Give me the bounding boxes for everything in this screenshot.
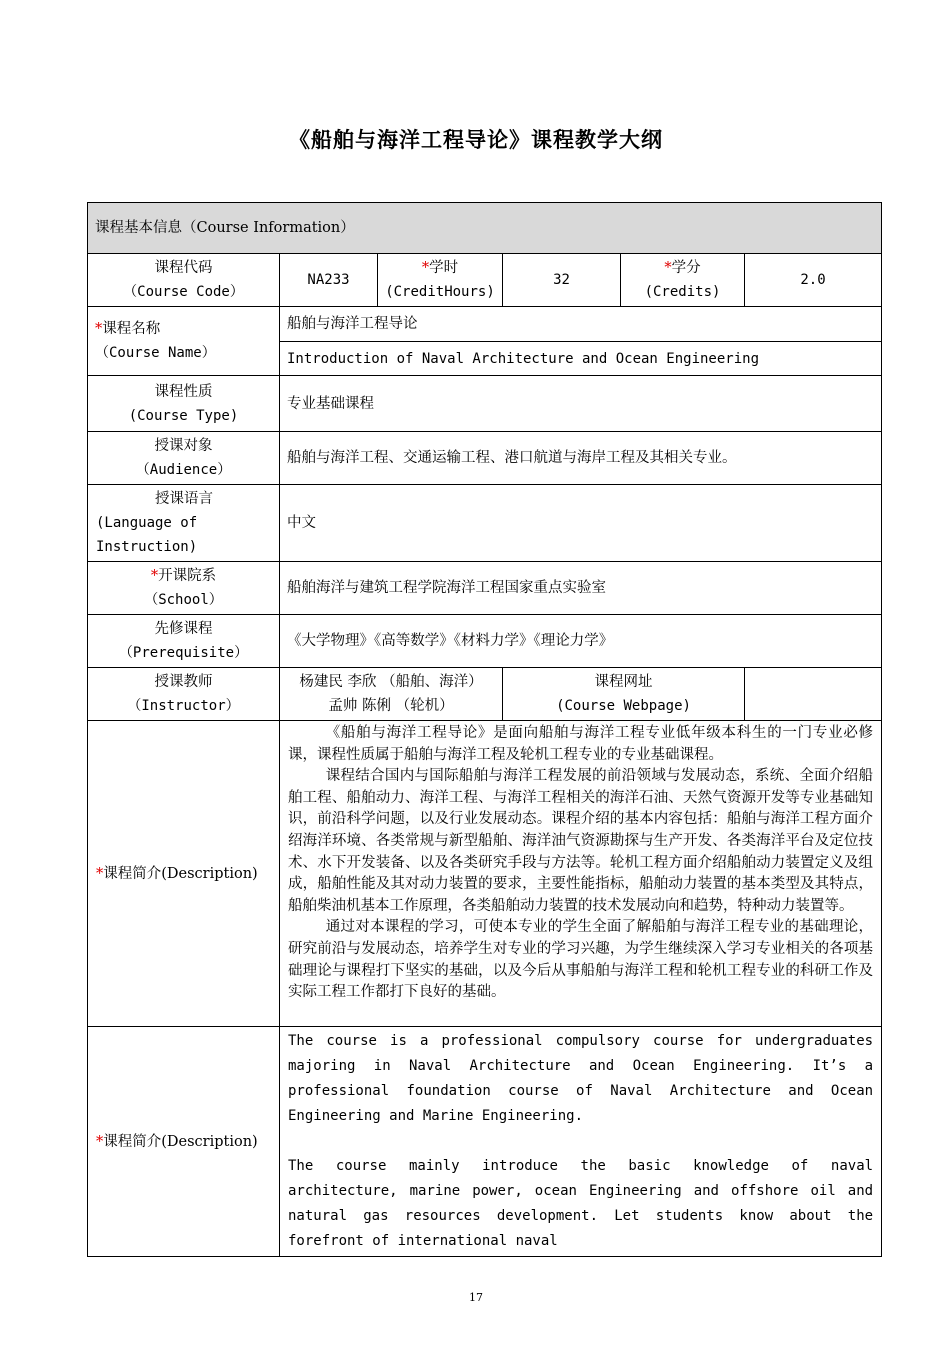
required-mark: * bbox=[150, 568, 159, 584]
description-cn-paragraph: 课程结合国内与国际船舶与海洋工程发展的前沿领域与发展动态，系统、全面介绍船舶工程、船舶动力、海洋工程、与海洋工程相关的海洋石油、天然气资源开发等专业基础知识，前沿科学问题，以及行业发展动态。课程介绍的基本内容包括：船舶与海洋工程方面介绍海洋环境、各类常规与新型船舶、海洋油气资源勘探与生产开发、各类海洋平台及定位技术、水下开发装备、以及各类研究手段与方法等。轮机工程方面介绍船舶动力装置定义及组成，船舶性能及其对动力装置的要求，主要性能指标，船舶动力装置的基本类型及其特点，船舶柴油机基本工作原理，各类船舶动力装置的技术发展动向和趋势，特种动力装置等。 bbox=[288, 768, 874, 914]
course-name-en: Introduction of Naval Architecture and Ocean Engineering bbox=[280, 342, 882, 376]
table-header: 课程基本信息（Course Information） bbox=[88, 203, 882, 254]
course-type-label: 课程性质 (Course Type) bbox=[88, 376, 280, 432]
document-title: 《船舶与海洋工程导论》课程教学大纲 bbox=[289, 127, 663, 152]
required-mark: * bbox=[421, 260, 430, 276]
audience-label: 授课对象 （Audience） bbox=[88, 432, 280, 485]
description-cn-paragraph: 通过对本课程的学习，可使本专业的学生全面了解船舶与海洋工程专业的基础理论，研究前沿与发展动态，培养学生对专业的学习兴趣，为学生继续深入学习专业相关的各项基础理论与课程打下坚实的基础，以及今后从事船舶与海洋工程和轮机工程专业的科研工作及实际工程工作都打下良好的基础。 bbox=[288, 919, 874, 1001]
credit-hours-label: *学时 (CreditHours) bbox=[378, 254, 503, 307]
course-name-label: *课程名称 （Course Name） bbox=[88, 307, 280, 376]
school-label: *开课院系 （School） bbox=[88, 562, 280, 615]
description-cn-label: *课程简介(Description) bbox=[88, 721, 280, 1027]
course-code-value: NA233 bbox=[280, 254, 378, 307]
webpage-value bbox=[745, 668, 882, 721]
language-value: 中文 bbox=[280, 485, 882, 562]
language-label: 授课语言 (Language of Instruction) bbox=[88, 485, 280, 562]
required-mark: * bbox=[96, 865, 104, 882]
description-cn-body bbox=[280, 721, 882, 1027]
paragraph-spacer bbox=[288, 1129, 873, 1154]
description-cn-paragraph: 《船舶与海洋工程导论》是面向船舶与海洋工程专业低年级本科生的一门专业必修课，课程性质属于船舶与海洋工程及轮机工程专业的专业基础课程。 bbox=[288, 725, 874, 763]
description-en-body bbox=[280, 1027, 882, 1257]
school-value: 船舶海洋与建筑工程学院海洋工程国家重点实验室 bbox=[280, 562, 882, 615]
credit-hours-value: 32 bbox=[503, 254, 621, 307]
prerequisite-value: 《大学物理》《高等数学》《材料力学》《理论力学》 bbox=[280, 615, 882, 668]
instructor-value: 杨建民 李欣 （船舶、海洋） 孟帅 陈俐 （轮机） bbox=[280, 668, 503, 721]
credits-value: 2.0 bbox=[745, 254, 882, 307]
description-en-paragraph: The course is a professional compulsory course for undergraduates majoring in Naval Architecture and Ocean Engineering. It’s a professional foundation course of Naval Architecture and Ocean Engineering and Marine Engineering. bbox=[288, 1033, 874, 1124]
audience-value: 船舶与海洋工程、交通运输工程、港口航道与海岸工程及其相关专业。 bbox=[280, 432, 882, 485]
required-mark: * bbox=[664, 260, 672, 276]
course-code-label: 课程代码 （Course Code） bbox=[88, 254, 280, 307]
description-en-label: *课程简介(Description) bbox=[88, 1027, 280, 1257]
credits-label: *学分 (Credits) bbox=[621, 254, 745, 307]
webpage-label: 课程网址 (Course Webpage) bbox=[503, 668, 745, 721]
course-type-value: 专业基础课程 bbox=[280, 376, 882, 432]
page-number: 17 bbox=[469, 1291, 483, 1304]
description-en-paragraph: The course mainly introduce the basic knowledge of naval architecture, marine power, ocean Engineering and offshore oil and natural gas resources development. Let students know about the forefront of international naval bbox=[288, 1158, 874, 1249]
course-info-table bbox=[87, 202, 881, 1257]
prerequisite-label: 先修课程 （Prerequisite） bbox=[88, 615, 280, 668]
required-mark: * bbox=[95, 321, 103, 337]
course-name-cn: 船舶与海洋工程导论 bbox=[280, 307, 882, 342]
instructor-label: 授课教师 （Instructor） bbox=[88, 668, 280, 721]
required-mark: * bbox=[96, 1133, 104, 1150]
